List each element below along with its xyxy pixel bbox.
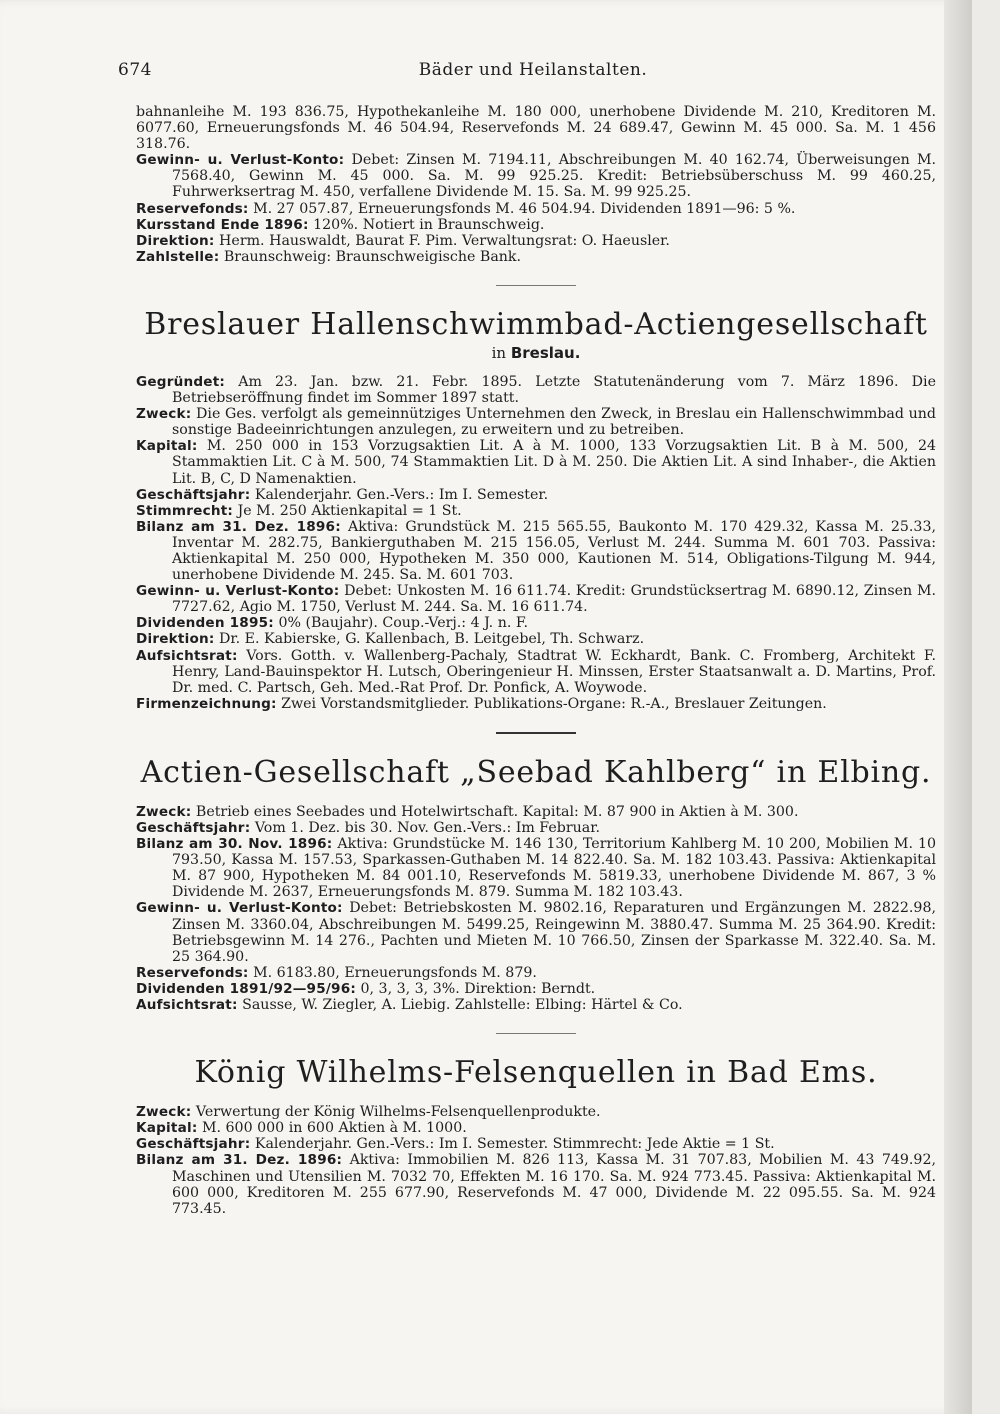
entry: Kapital: M. 600 000 in 600 Aktien à M. 1000. [136,1120,467,1137]
running-title: Bäder und Heilanstalten. [418,60,648,80]
entry-continuation: bahnanleihe M. 193 836.75, Hypothekanleihe M. 180 000, unerhobene Dividende M. 210, Kreditoren M. 6077.60, Erneuerungsfonds M. 46 504.94, Reservefonds M. 24 689.47, Gewinn M. 45 000. Sa. M. 1 456 318.76. [136,104,936,153]
entry: Zweck: Die Ges. verfolgt als gemeinnütziges Unternehmen den Zweck, in Breslau ein Hallenschwimmbad und sonstige Badeeinrichtungen anzulegen, zu erweitern und zu betreiben. [136,406,936,439]
entry: Aufsichtsrat: Sausse, W. Ziegler, A. Liebig. Zahlstelle: Elbing: Härtel & Co. [136,997,683,1014]
page-content [136,104,936,1217]
company-section-breslau [136,308,936,712]
section-divider [496,1033,576,1034]
company-title: Actien-Gesellschaft „Seebad Kahlberg“ in Elbing. [140,754,932,790]
entry: Aufsichtsrat: Vors. Gotth. v. Wallenberg-Pachaly, Stadtrat W. Eckhardt, Bank. C. Fromberg, Architekt F. Henry, Land-Bauinspektor H. Lutsch, Oberingenieur H. Minssen, Erster Staatsanwalt a. D. Martins, Prof. Dr. med. C. Partsch, Geh. Med.-Rat Prof. Dr. Ponfick, A. Woywode. [136,647,936,696]
entry: Dividenden 1891/92—95/96: 0, 3, 3, 3, 3%. Direktion: Berndt. [136,980,596,997]
entry: Zweck: Betrieb eines Seebades und Hotelwirtschaft. Kapital: M. 87 900 in Aktien à M. 300. [136,803,799,820]
company-section-kahlberg [136,756,936,1013]
entry: Bilanz am 31. Dez. 1896: Aktiva: Immobilien M. 826 113, Kassa M. 31 707.83, Mobilien M. 43 749.92, Maschinen und Utensilien M. 7032 70, Effekten M. 16 170. Sa. M. 924 773.45. Passiva: Aktienkapital M. 600 000, Kreditoren M. 255 677.90, Reservefonds M. 47 000, Dividende M. 22 095.55. Sa. M. 924 773.45. [136,1152,936,1217]
previous-company-section [136,104,936,265]
entry: Stimmrecht: Je M. 250 Aktienkapital = 1 St. [136,502,462,519]
entry: Firmenzeichnung: Zwei Vorstandsmitglieder. Publikations-Organe: R.-A., Breslauer Zeitungen. [136,695,827,712]
company-title: König Wilhelms-Felsenquellen in Bad Ems. [194,1055,878,1091]
company-title: Breslauer Hallenschwimmbad-Actiengesellschaft [144,306,928,342]
entry: Kursstand Ende 1896: 120%. Notiert in Braunschweig. [136,216,545,233]
page-number: 674 [118,60,152,80]
entry: Reservefonds: M. 27 057.87, Erneuerungsfonds M. 46 504.94. Dividenden 1891—96: 5 %. [136,200,796,217]
entry: Gegründet: Am 23. Jan. bzw. 21. Febr. 1895. Letzte Statutenänderung vom 7. März 1896. Die Betriebseröffnung findet im Sommer 1897 statt. [136,373,936,407]
entry: Bilanz am 31. Dez. 1896: Aktiva: Grundstück M. 215 565.55, Baukonto M. 170 429.32, Kassa M. 25.33, Inventar M. 282.75, Bankierguthaben M. 215 156.05, Verlust M. 244. Summa M. 601 703. Passiva: Aktienkapital M. 250 000, Hypotheken M. 350 000, Kautionen M. 514, Obligations-Tilgung M. 944, unerhobene Dividende M. 245. Sa. M. 601 703. [136,518,936,584]
entry: Gewinn- u. Verlust-Konto: Debet: Unkosten M. 16 611.74. Kredit: Grundstücksertrag M. 6890.12, Zinsen M. 7727.62, Agio M. 1750, Verlust M. 244. Sa. M. 16 611.74. [136,583,936,616]
entry: Bilanz am 30. Nov. 1896: Aktiva: Grundstücke M. 146 130, Territorium Kahlberg M. 10 200, Mobilien M. 10 793.50, Kassa M. 157.53, Sparkassen-Guthaben M. 14 822.40. Sa. M. 182 103.43. Passiva: Aktienkapital M. 87 900, Hypotheken M. 84 001.10, Reservefonds M. 5819.33, unerhobene Dividende M. 867, 3 % Dividende M. 2637, Erneuerungsfonds M. 879. Summa M. 182 103.43. [136,836,937,901]
section-divider [496,285,576,286]
section-divider [496,732,576,734]
entry: Zweck: Verwertung der König Wilhelms-Felsenquellenprodukte. [136,1104,601,1121]
entry: Gewinn- u. Verlust-Konto: Debet: Zinsen M. 7194.11, Abschreibungen M. 40 162.74, Überweisungen M. 7568.40, Gewinn M. 45 000. Sa. M. 99 925.25. Kredit: Betriebsüberschuss M. 99 460.25, Fuhrwerksertrag M. 450, verfallene Dividende M. 15. Sa. M. 99 925.25. [136,152,937,201]
entry: Geschäftsjahr: Vom 1. Dez. bis 30. Nov. Gen.-Vers.: Im Februar. [136,820,600,836]
entry: Zahlstelle: Braunschweig: Braunschweigische Bank. [136,248,522,265]
entry: Geschäftsjahr: Kalenderjahr. Gen.-Vers.: Im I. Semester. Stimmrecht: Jede Aktie = 1 St. [136,1136,775,1153]
company-section-bad-ems [136,1056,936,1217]
entry: Reservefonds: M. 6183.80, Erneuerungsfonds M. 879. [136,964,537,981]
entry: Direktion: Dr. E. Kabierske, G. Kallenbach, B. Leitgebel, Th. Schwarz. [136,631,645,648]
page-edge-shadow [944,0,972,1414]
entry: Direktion: Herm. Hauswaldt, Baurat F. Pim. Verwaltungsrat: O. Haeusler. [136,232,670,249]
entry: Kapital: M. 250 000 in 153 Vorzugsaktien Lit. A à M. 1000, 133 Vorzugsaktien Lit. B à M. 500, 24 Stammaktien Lit. C à M. 500, 74 Stammaktien Lit. D à M. 250. Die Aktien Lit. A sind Inhaber-, die Aktien Lit. B, C, D Namenaktien. [136,438,936,487]
entry: Dividenden 1895: 0% (Baujahr). Coup.-Verj.: 4 J. n. F. [136,615,529,632]
entry: Gewinn- u. Verlust-Konto: Debet: Betriebskosten M. 9802.16, Reparaturen und Ergänzungen M. 2822.98, Zinsen M. 3360.04, Abschreibungen M. 5499.25, Reingewinn M. 3880.47. Summa M. 25 364.90. Kredit: Betriebsgewinn M. 14 276., Pachten und Mieten M. 10 766.50, Zinsen der Sparkasse M. 322.40. Sa. M. 25 364.90. [136,900,936,965]
entry: Geschäftsjahr: Kalenderjahr. Gen.-Vers.: Im I. Semester. [136,486,549,503]
company-location: in Breslau. [491,343,581,362]
